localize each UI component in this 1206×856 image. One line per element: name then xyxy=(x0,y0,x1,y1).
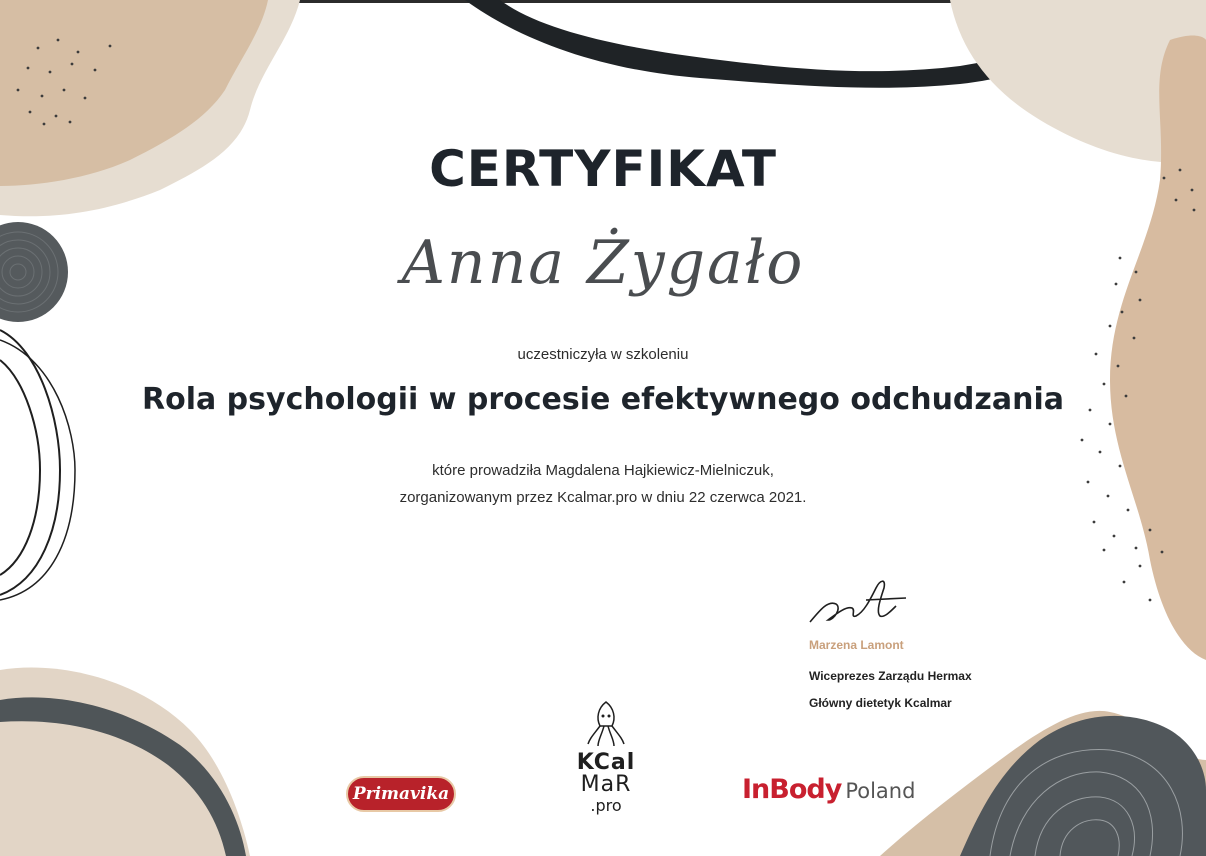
details-line-1: które prowadziła Magdalena Hajkiewicz-Mielniczuk, xyxy=(432,462,774,479)
participation-text: uczestniczyła w szkoleniu xyxy=(517,346,689,363)
inbody-sub: Poland xyxy=(845,779,916,803)
course-title: Rola psychologii w procesie efektywnego odchudzania xyxy=(142,382,1064,417)
details-line-2: zorganizowanym przez Kcalmar.pro w dniu 22 czerwca 2021. xyxy=(399,489,807,506)
primavika-logo: Primavika xyxy=(346,776,456,812)
signer-name: Marzena Lamont xyxy=(809,638,904,652)
signer-role-2: Główny dietetyk Kcalmar xyxy=(809,696,952,710)
inbody-logo xyxy=(742,774,915,805)
kcalmar-top: KCal xyxy=(576,750,636,775)
inbody-main: InBody xyxy=(742,774,842,805)
kcalmar-bottom: .pro xyxy=(590,796,622,815)
squid-icon xyxy=(566,700,646,750)
signature-image xyxy=(806,570,916,630)
certificate-title: CERTYFIKAT xyxy=(429,140,777,198)
kcalmar-mid: MaR xyxy=(580,772,632,797)
signer-role-1: Wiceprezes Zarządu Hermax xyxy=(809,669,972,683)
recipient-name: Anna Żygało xyxy=(401,228,805,298)
